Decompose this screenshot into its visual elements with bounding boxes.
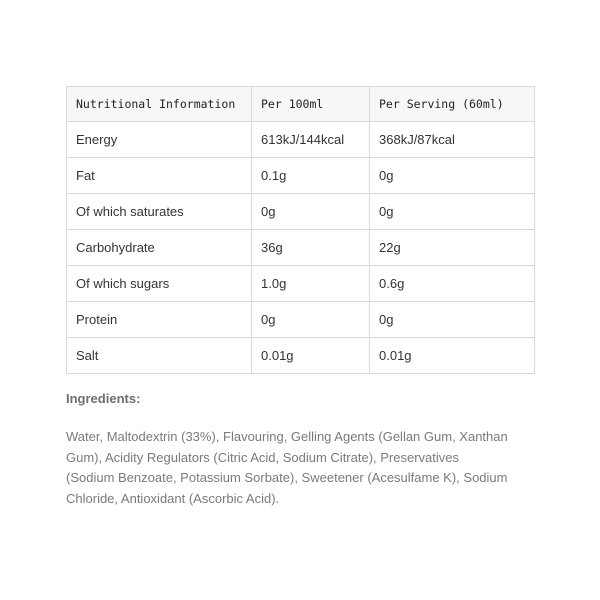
row-label: Carbohydrate [67,230,252,266]
per-100ml-value: 0.1g [252,158,370,194]
ingredients-heading: Ingredients: [66,391,141,406]
per-100ml-value: 0g [252,302,370,338]
ingredients-line: (Sodium Benzoate, Potassium Sorbate), Sweetener (Acesulfame K), Sodium [66,470,508,485]
row-label: Of which saturates [67,194,252,230]
per-serving-value: 0g [370,158,535,194]
column-header-nutritional-information: Nutritional Information [67,87,252,122]
row-label: Of which sugars [67,266,252,302]
column-header-per-100ml: Per 100ml [252,87,370,122]
per-100ml-value: 1.0g [252,266,370,302]
ingredients-text [66,427,536,509]
table-header-row [67,87,535,122]
table-row [67,266,535,302]
ingredients-line: Chloride, Antioxidant (Ascorbic Acid). [66,490,280,506]
per-100ml-value: 0g [252,194,370,230]
per-serving-value: 22g [370,230,535,266]
per-serving-value: 0g [370,302,535,338]
row-label: Protein [67,302,252,338]
ingredients-line: Gum), Acidity Regulators (Citric Acid, Sodium Citrate), Preservatives [66,449,460,465]
row-label: Fat [67,158,252,194]
per-serving-value: 0.6g [370,266,535,302]
table-row [67,230,535,266]
table-row [67,122,535,158]
row-label: Energy [67,122,252,158]
column-header-per-serving: Per Serving (60ml) [370,87,535,122]
per-serving-value: 0g [370,194,535,230]
per-100ml-value: 36g [252,230,370,266]
table-row [67,158,535,194]
per-100ml-value: 0.01g [252,338,370,374]
table-row [67,194,535,230]
table-row [67,338,535,374]
nutrition-table [66,86,535,374]
table-row [67,302,535,338]
per-serving-value: 368kJ/87kcal [370,122,535,158]
row-label: Salt [67,338,252,374]
ingredients-line: Water, Maltodextrin (33%), Flavouring, Gelling Agents (Gellan Gum, Xanthan [66,429,508,444]
per-100ml-value: 613kJ/144kcal [252,122,370,158]
per-serving-value: 0.01g [370,338,535,374]
